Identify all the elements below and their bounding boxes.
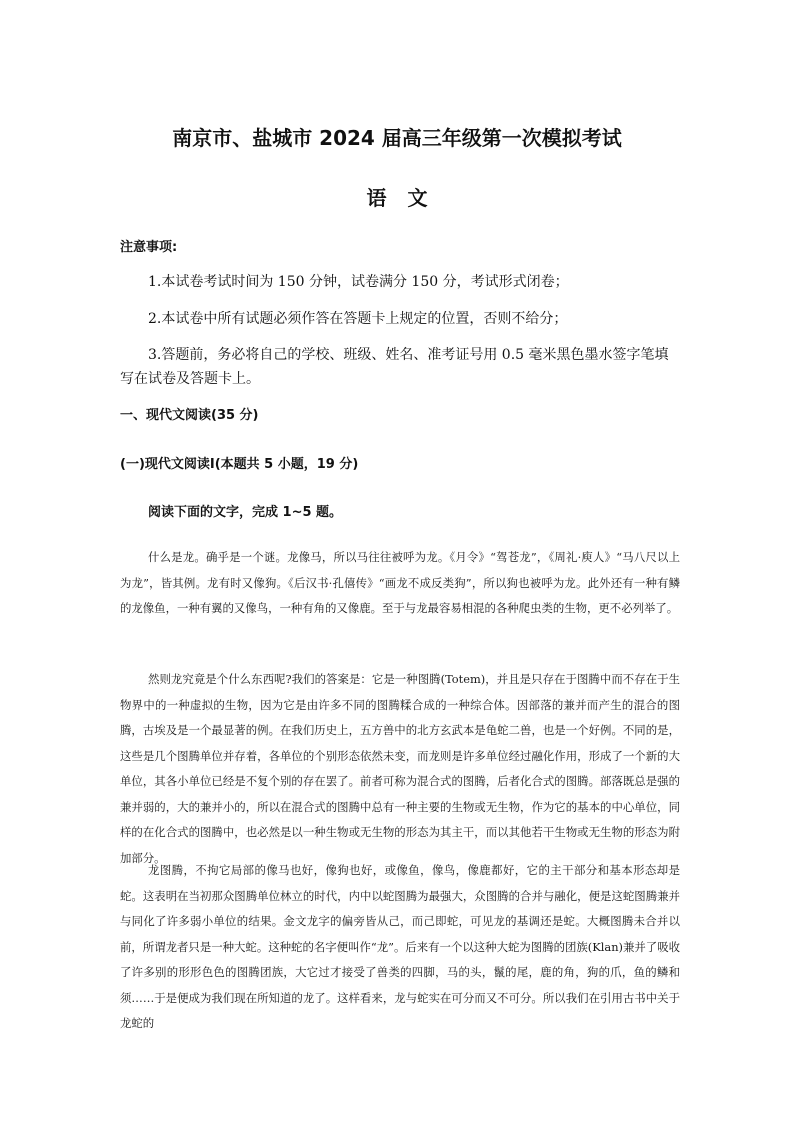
notice-heading: 注意事项: [120, 240, 178, 255]
notice-item-2: 2.本试卷中所有试题必须作答在答题卡上规定的位置，否则不给分； [148, 311, 568, 327]
exam-title: 南京市、盐城市 2024 届高三年级第一次模拟考试 [172, 126, 622, 150]
passage-paragraph-1: 什么是龙。确乎是一个谜。龙像马，所以马往往被呼为龙。《月令》“驾苍龙”，《周礼·庾人》“马八尺以上为龙”，皆其例。龙有时又像狗。《后汉书·孔僖传》“画龙不成反类狗”，所以狗也被呼为龙。此外还有一种有鳞的龙像鱼，一种有翼的又像鸟，一种有角的又像鹿。至于与龙最容易相混的各种爬虫类的生物，更不必列举了。 [120, 550, 680, 615]
passage-paragraph-2: 然则龙究竟是个什么东西呢?我们的答案是：它是一种图腾(Totem)，并且是只存在于图腾中而不存在于生物界中的一种虚拟的生物，因为它是由许多不同的图腾糅合成的一种综合体。因部落的兼并而产生的混合的图腾，古埃及是一个最显著的例。在我们历史上，五方兽中的北方玄武本是龟蛇二兽，也是一个好例。不同的是，这些是几个图腾单位并存着，各单位的个别形态依然未变，而龙则是许多单位经过融化作用，形成了一个新的大单位，其各小单位已经是不复个别的存在罢了。前者可称为混合式的图腾，后者化合式的图腾。部落既总是强的兼并弱的，大的兼并小的，所以在混合式的图腾中总有一种主要的生物或无生物，作为它的基本的中心单位，同样的在化合式的图腾中，也必然是以一种生物或无生物的形态为其主干，而以其他若干生物或无生物的形态为附加部分。 [120, 672, 680, 865]
notice-item-3: 3.答题前，务必将自己的学校、班级、姓名、准考证号用 0.5 毫米黑色墨水签字笔填写在试卷及答题卡上。 [120, 347, 669, 387]
reading-instruction: 阅读下面的文字，完成 1~5 题。 [148, 505, 343, 520]
section-heading: 一、现代文阅读(35 分) [120, 408, 259, 423]
passage-paragraph-3: 龙图腾，不拘它局部的像马也好，像狗也好，或像鱼，像鸟，像鹿都好，它的主干部分和基本形态却是蛇。这表明在当初那众图腾单位林立的时代，内中以蛇图腾为最强大，众图腾的合并与融化，便是这蛇图腾兼并与同化了许多弱小单位的结果。金文龙字的偏旁皆从己，而己即蛇，可见龙的基调还是蛇。大概图腾未合并以前，所谓龙者只是一种大蛇。这种蛇的名字便叫作“龙”。后来有一个以这种大蛇为图腾的团族(Klan)兼并了吸收了许多别的形形色色的图腾团族，大它过才接受了兽类的四脚，马的头，鬣的尾，鹿的角，狗的爪，鱼的鳞和须……于是便成为我们现在所知道的龙了。这样看来，龙与蛇实在可分而又不可分。所以我们在引用古书中关于龙蛇的 [120, 863, 680, 1030]
notice-item-1: 1.本试卷考试时间为 150 分钟，试卷满分 150 分，考试形式闭卷； [148, 274, 569, 290]
subject-title: 语 文 [366, 186, 428, 210]
subsection-heading: (一)现代文阅读Ⅰ(本题共 5 小题，19 分) [120, 457, 359, 472]
